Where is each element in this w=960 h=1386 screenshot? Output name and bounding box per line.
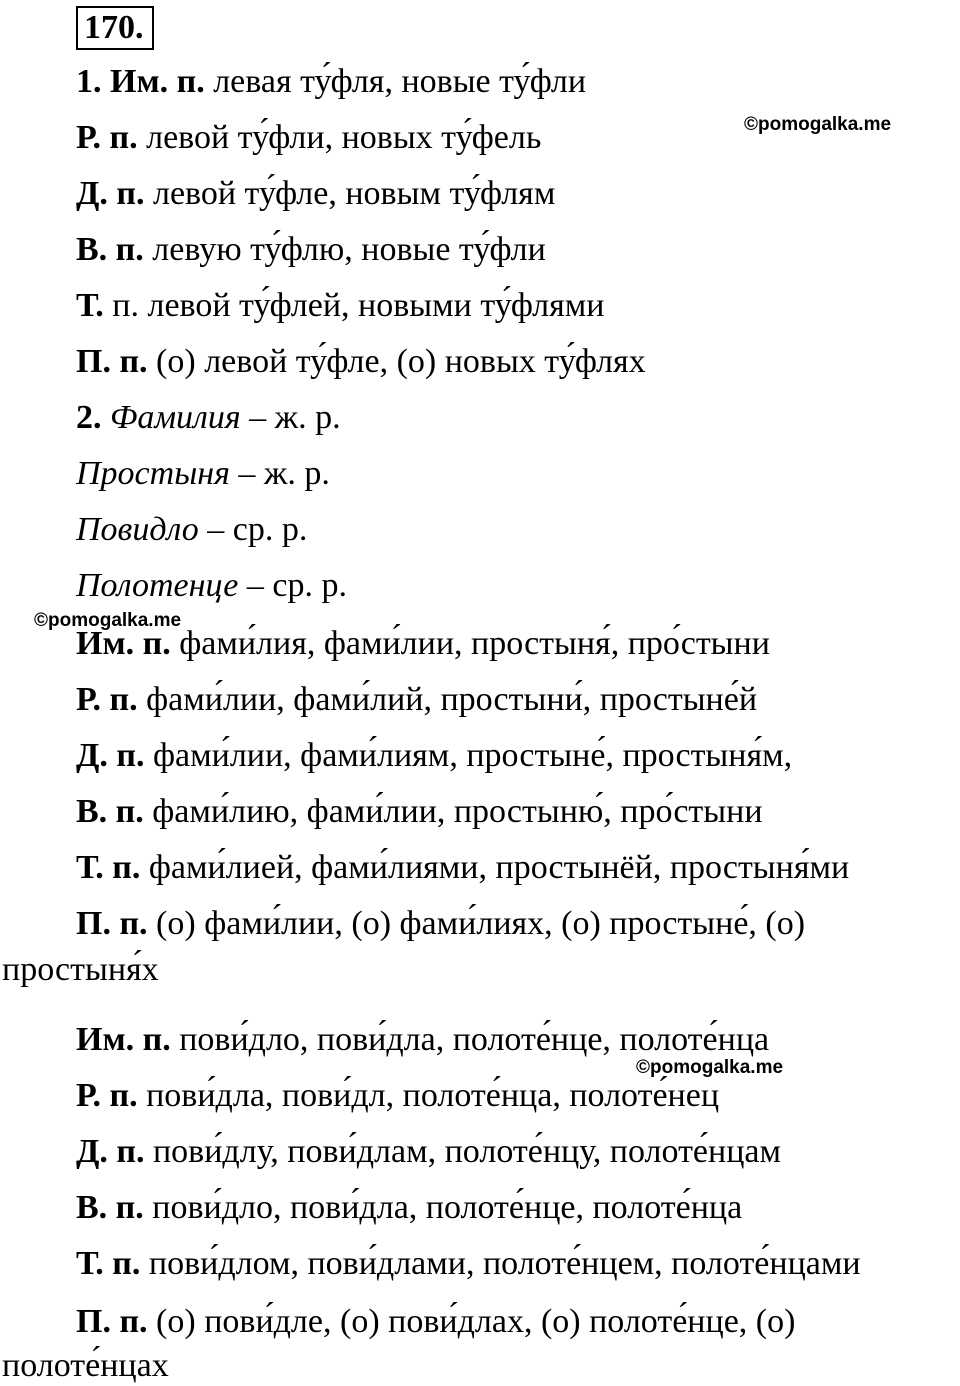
gender-text: – ср. р. (198, 511, 308, 548)
case-label: Т. (76, 287, 104, 324)
table-b-row-dative (76, 1132, 781, 1172)
section1-row-accusative (76, 230, 546, 270)
table-b-row-prepositional (76, 1302, 795, 1342)
gender-text: – ж. р. (240, 399, 341, 436)
case-label: Р. п. (76, 119, 138, 156)
table-a-row-prepositional (76, 904, 805, 944)
case-forms: фами́лия, фами́лии, простыня́, про́стыни (170, 625, 770, 662)
case-forms: левой ту́фли, новых ту́фель (137, 119, 542, 156)
case-label: Т. п. (76, 849, 141, 886)
gender-line-familiya (76, 398, 341, 438)
table-b-row-prepositional-continuation: полоте́нцах (2, 1347, 169, 1384)
case-label: Р. п. (76, 1077, 138, 1114)
case-label: Д. п. (76, 1133, 145, 1170)
case-label: Д. п. (76, 175, 145, 212)
section1-row-nominative (76, 62, 586, 102)
case-label: П. п. (76, 905, 148, 942)
watermark: ©pomogalka.me (744, 114, 892, 135)
watermark: ©pomogalka.me (636, 1057, 784, 1078)
table-b-row-nominative (76, 1020, 769, 1060)
watermark: ©pomogalka.me (34, 610, 182, 631)
section1-marker: 1. (76, 63, 102, 100)
case-forms: (о) пови́дле, (о) пови́длах, (о) полоте́нце, (о) (147, 1303, 796, 1340)
case-forms: левой ту́фле, новым ту́флям (144, 175, 556, 212)
case-label: В. п. (76, 1189, 144, 1226)
case-forms: левая ту́фля, новые ту́фли (204, 63, 587, 100)
case-forms: пови́дло, пови́дла, полоте́нце, полоте́нца (143, 1189, 743, 1226)
case-label: В. п. (76, 231, 144, 268)
case-forms: фами́лии, фами́лий, простыни́, простыне́й (137, 681, 758, 718)
noun-word: Фамилия (110, 399, 241, 436)
case-forms: пови́длом, пови́длами, полоте́нцем, полоте́нцами (140, 1245, 861, 1282)
table-a-row-instrumental (76, 848, 849, 888)
section1-row-prepositional (76, 342, 646, 382)
gender-line-polotence (76, 566, 347, 606)
table-a-row-accusative (76, 792, 763, 832)
case-label: Им. п. (76, 625, 171, 662)
table-a-row-dative (76, 736, 792, 776)
case-forms: фами́лии, фами́лиям, простыне́, простыня́м, (144, 737, 793, 774)
case-label: П. п. (76, 1303, 148, 1340)
case-forms: пови́дла, пови́дл, полоте́нца, полоте́нец (137, 1077, 720, 1114)
table-b-row-accusative (76, 1188, 742, 1228)
gender-text: – ср. р. (238, 567, 347, 604)
case-label: П. п. (76, 343, 148, 380)
case-label: Им. п. (76, 1021, 171, 1058)
section1-row-dative (76, 174, 555, 214)
case-label: Р. п. (76, 681, 138, 718)
exercise-number: 170. (76, 6, 154, 50)
case-label: Им. п. (110, 63, 205, 100)
gender-line-prostynya (76, 454, 330, 494)
noun-word: Полотенце (76, 567, 239, 604)
noun-word: Повидло (76, 511, 199, 548)
case-label: Т. п. (76, 1245, 141, 1282)
case-forms: фами́лией, фами́лиями, простынёй, простыня́ми (140, 849, 850, 886)
table-b-row-genitive (76, 1076, 719, 1116)
case-forms: пови́длу, пови́длам, полоте́нцу, полоте́нцам (144, 1133, 782, 1170)
table-a-row-prepositional-continuation: простыня́х (2, 951, 159, 988)
case-forms: (о) левой ту́фле, (о) новых ту́флях (147, 343, 646, 380)
table-b-row-instrumental (76, 1244, 861, 1284)
case-forms: левую ту́флю, новые ту́фли (143, 231, 546, 268)
case-forms: (о) фами́лии, (о) фами́лиях, (о) простыне́, (о) (147, 905, 806, 942)
case-label: Д. п. (76, 737, 145, 774)
case-forms: пови́дло, пови́дла, полоте́нце, полоте́нца (170, 1021, 770, 1058)
section1-row-instrumental (76, 286, 604, 326)
table-a-row-genitive (76, 680, 757, 720)
gender-text: – ж. р. (229, 455, 330, 492)
gender-line-povidlo (76, 510, 307, 550)
section2-marker: 2. (76, 399, 102, 436)
section1-row-genitive (76, 118, 541, 158)
case-forms: фами́лию, фами́лии, простыню́, про́стыни (143, 793, 763, 830)
case-label: В. п. (76, 793, 144, 830)
case-forms: п. левой ту́флей, новыми ту́флями (103, 287, 605, 324)
noun-word: Простыня (76, 455, 230, 492)
